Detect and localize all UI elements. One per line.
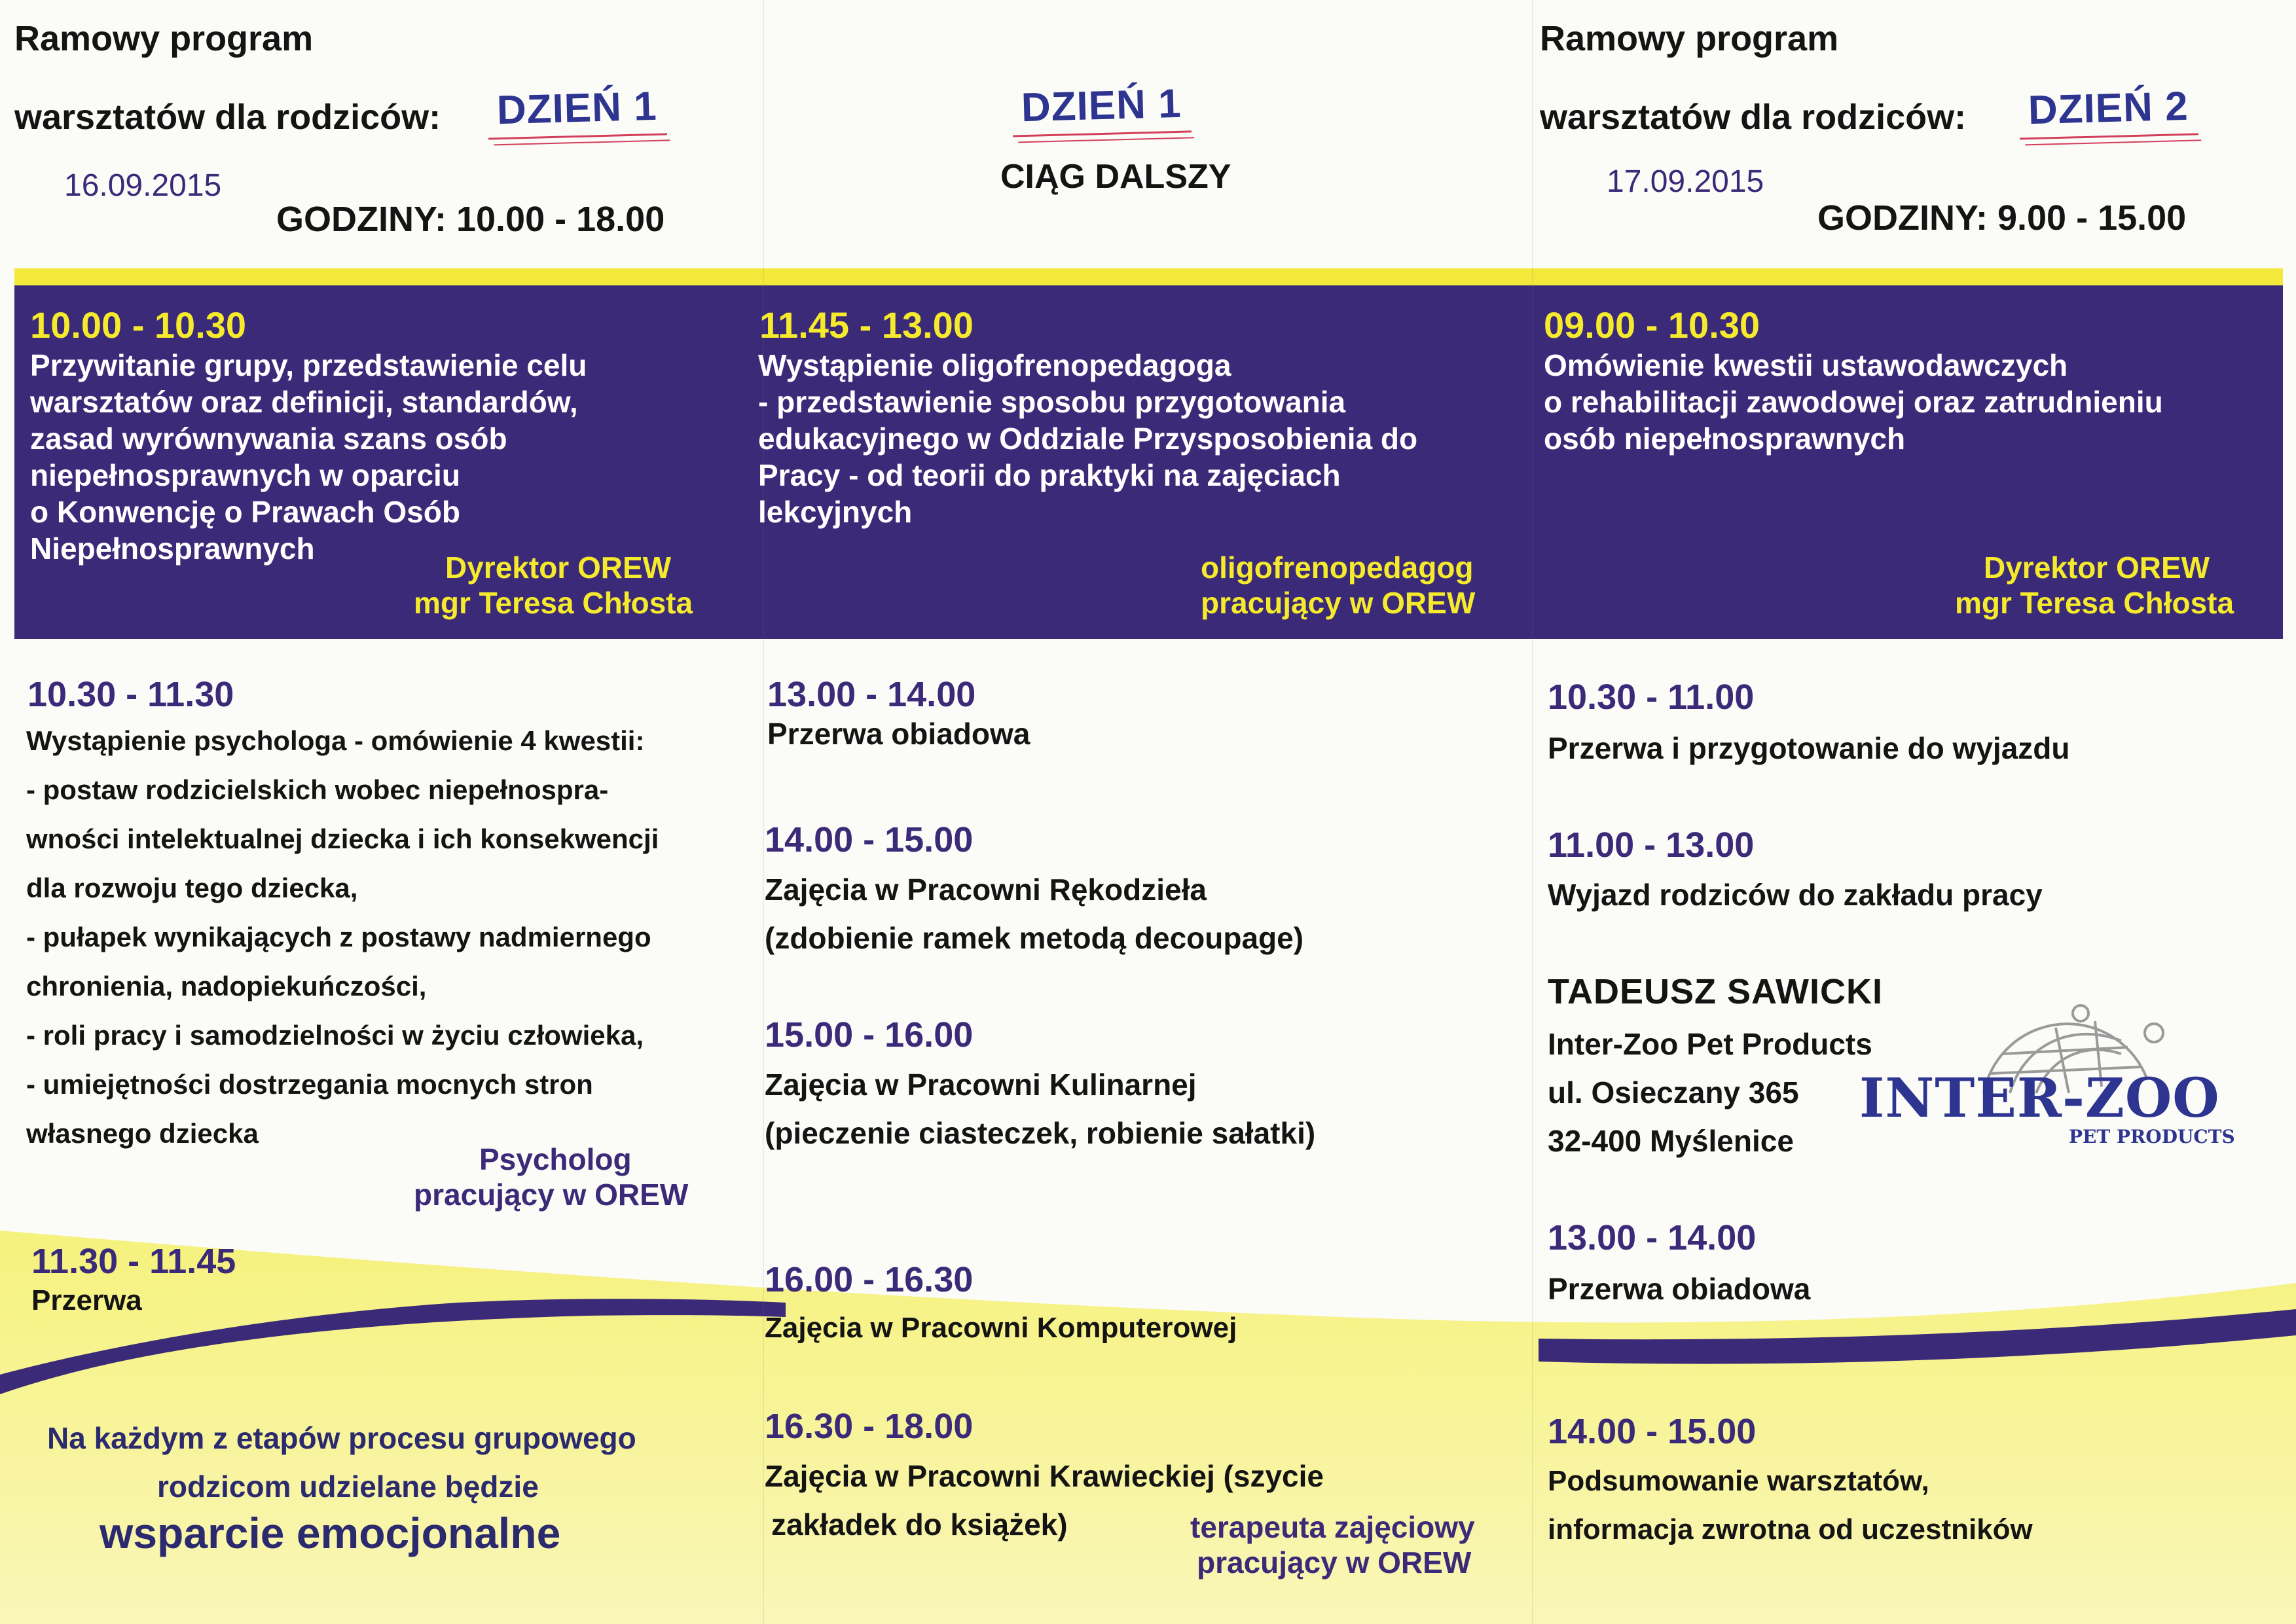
list-item: - pułapek wynikających z postawy nadmiernego [26,922,651,952]
col2-subtitle: CIĄG DALSZY [1000,158,1231,196]
col2-s2-text: Przerwa obiadowa [767,717,1030,751]
col2-s6-speaker-1: terapeuta zajęciowy [1190,1510,1475,1544]
col2-s4-time: 15.00 - 16.00 [765,1015,974,1055]
col1-support-big: wsparcie emocjonalne [100,1509,561,1557]
col3-s3-text: Wyjazd rodziców do zakładu pracy [1548,878,2043,912]
col3-band-time: 09.00 - 10.30 [1544,304,1760,346]
col3-band-text: Omówienie kwestii ustawodawczych o rehabilitacji zawodowej oraz zatrudnieniu osób niepełnosprawnych [1544,348,2163,456]
logo-text: INTER-ZOO [1859,1067,2220,1130]
col3-s2-text: Przerwa i przygotowanie do wyjazdu [1548,731,2070,765]
col2-s5-time: 16.00 - 16.30 [765,1260,974,1299]
col2-s3-line2: (zdobienie ramek metodą decoupage) [765,921,1304,955]
list-item: dla rozwoju tego dziecka, [26,873,358,903]
list-item: - umiejętności dostrzegania mocnych stron [26,1069,593,1100]
list-item: chronienia, nadopiekuńczości, [26,971,427,1001]
col1-s3-time: 11.30 - 11.45 [31,1242,236,1281]
col2-s3-line1: Zajęcia w Pracowni Rękodzieła [765,873,1207,907]
col2-s5-text: Zajęcia w Pracowni Komputerowej [765,1312,1237,1344]
col3-band-speaker-1: Dyrektor OREW [1984,550,2210,585]
col2-s6-line2: zakładek do książek) [771,1507,1068,1542]
col1-s2-time: 10.30 - 11.30 [27,675,234,714]
logo-subtext: PET PRODUCTS [2069,1126,2235,1147]
col1-title-line2: warsztatów dla rodziców: [14,98,441,137]
top-yellow-stripe [14,268,2283,285]
col1-date: 16.09.2015 [64,168,222,203]
col3-day-stamp: DZIEŃ 2 [2018,82,2198,139]
col2-s6-time: 16.30 - 18.00 [765,1407,974,1446]
col3-s5-time: 14.00 - 15.00 [1548,1412,1757,1451]
col1-support-line1: Na każdym z etapów procesu grupowego [47,1421,636,1455]
col3-s5-line2: informacja zwrotna od uczestników [1548,1513,2033,1545]
list-item: Wystąpienie psychologa - omówienie 4 kwestii: [26,725,645,756]
col3-title-line1: Ramowy program [1540,19,1839,58]
list-item: - roli pracy i samodzielności w życiu człowieka, [26,1020,644,1051]
col1-s3-text: Przerwa [31,1284,142,1316]
col1-s2-speaker-2: pracujący w OREW [414,1178,689,1212]
col1-band-text: Przywitanie grupy, przedstawienie celu warsztatów oraz definicji, standardów, zasad wyrównywania szans osób niepełnosprawnych w oparciu o Konwencję o Prawach Osób Niepełnosprawnych [30,348,587,566]
col3-title-line2: warsztatów dla rodziców: [1540,98,1967,137]
col1-band-time: 10.00 - 10.30 [30,304,247,346]
col3-sponsor-street: ul. Osieczany 365 [1548,1075,1799,1110]
col3-sponsor-city: 32-400 Myślenice [1548,1124,1794,1158]
col2-day-stamp: DZIEŃ 1 [1011,80,1192,137]
col2-band-text: Wystąpienie oligofrenopedagoga - przedstawienie sposobu przygotowania edukacyjnego w Oddziale Przysposobienia do Pracy - od teorii do praktyki na zajęciach lekcyjnych [758,348,1418,529]
col3-hours: GODZINY: 9.00 - 15.00 [1817,198,2187,238]
fold-line-1 [763,0,764,1624]
col1-support-line2: rodzicom udzielane będzie [157,1470,539,1504]
col3-s2-time: 10.30 - 11.00 [1548,677,1755,717]
col1-title-line1: Ramowy program [14,19,314,58]
col1-band-speaker-2: mgr Teresa Chłosta [414,586,693,620]
col1-hours: GODZINY: 10.00 - 18.00 [276,200,665,239]
col3-sponsor-company: Inter-Zoo Pet Products [1548,1027,1872,1061]
col3-s3-time: 11.00 - 13.00 [1548,825,1755,865]
col2-s4-line2: (pieczenie ciasteczek, robienie sałatki) [765,1116,1316,1150]
col2-s6-speaker-2: pracujący w OREW [1197,1545,1472,1579]
col1-day-stamp: DZIEŃ 1 [487,82,667,139]
col3-s5-line1: Podsumowanie warsztatów, [1548,1465,1929,1497]
col2-s6-line1: Zajęcia w Pracowni Krawieckiej (szycie [765,1459,1324,1493]
inter-zoo-logo [1859,1001,2252,1152]
col2-s3-time: 14.00 - 15.00 [765,820,974,859]
col1-band-speaker-1: Dyrektor OREW [445,550,672,585]
col3-band-speaker-2: mgr Teresa Chłosta [1955,586,2234,620]
list-item: - postaw rodzicielskich wobec niepełnospra- [26,774,609,805]
col2-s2-time: 13.00 - 14.00 [767,675,976,714]
col2-band-speaker-2: pracujący w OREW [1201,586,1476,620]
col3-s4-text: Przerwa obiadowa [1548,1272,1811,1306]
col3-sponsor-name: TADEUSZ SAWICKI [1548,972,1883,1011]
col3-s4-time: 13.00 - 14.00 [1548,1218,1757,1257]
col3-date: 17.09.2015 [1607,164,1764,199]
col2-s4-line1: Zajęcia w Pracowni Kulinarnej [765,1068,1197,1102]
col2-band-time: 11.45 - 13.00 [759,304,974,346]
col2-band-speaker-1: oligofrenopedagog [1201,550,1474,585]
col1-s2-speaker-1: Psycholog [479,1142,632,1176]
fold-line-2 [1532,0,1533,1624]
list-item: własnego dziecka [26,1118,259,1149]
list-item: wności intelektualnej dziecka i ich konsekwencji [26,823,659,854]
